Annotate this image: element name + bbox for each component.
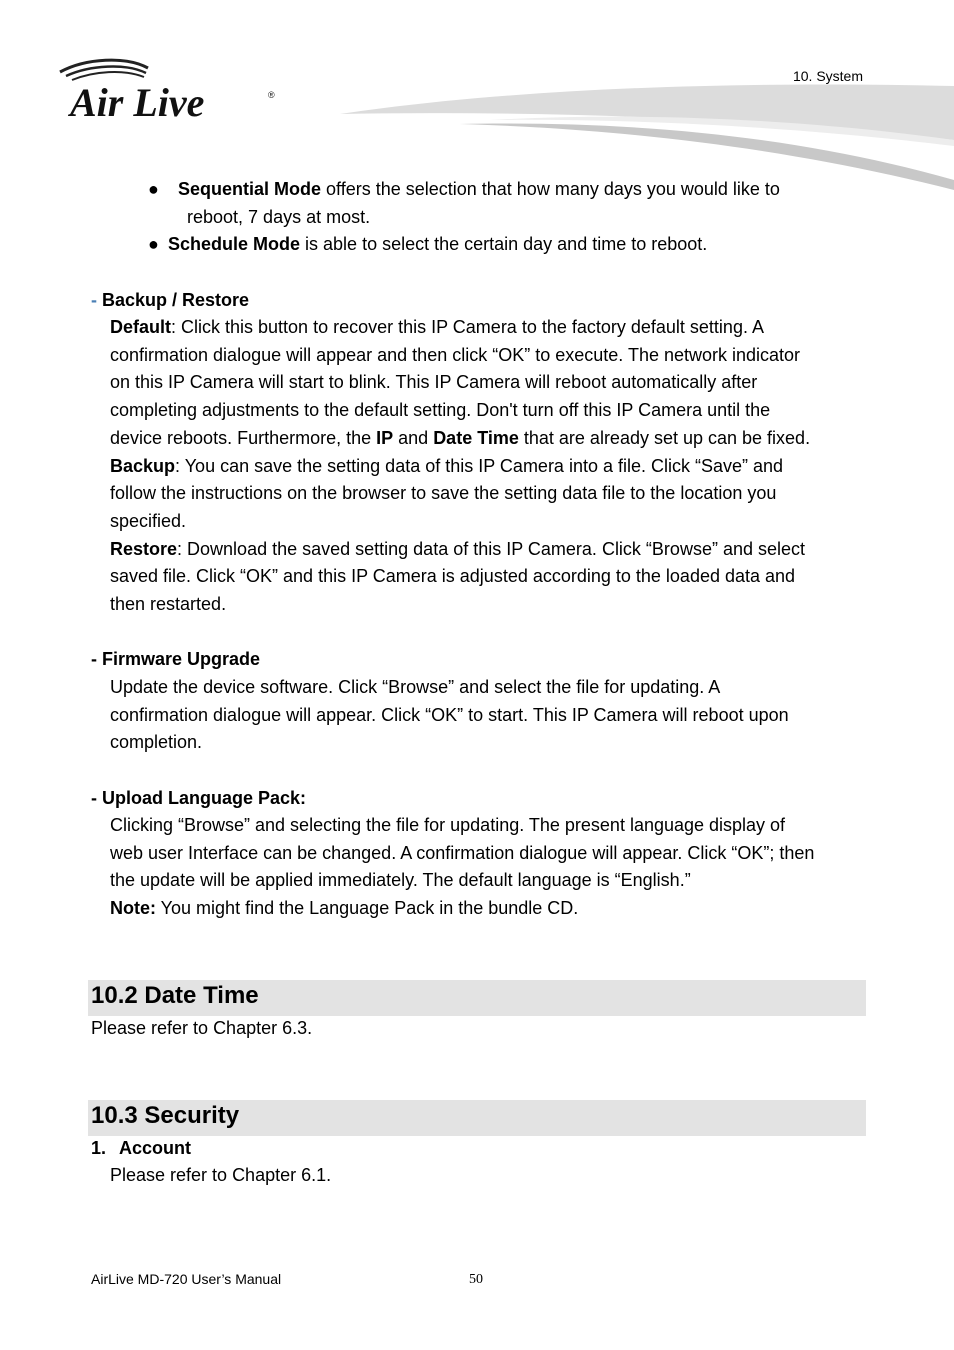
section-header-date-time: 10.2 Date Time — [88, 980, 866, 1016]
section-header-security: 10.3 Security — [88, 1100, 866, 1136]
bullet-dot: ● — [148, 234, 159, 254]
chapter-label: 10. System — [792, 68, 863, 84]
bullet-sequential: Sequential Mode offers the selection that how many days you would like to — [178, 179, 780, 199]
language-title: - Upload Language Pack: — [91, 788, 307, 808]
footer-manual-title: AirLive MD-720 User’s Manual — [91, 1271, 282, 1287]
backup-restore-title: - Backup / Restore — [91, 290, 250, 310]
security-item-title: Account — [119, 1138, 191, 1158]
page-number: 50 — [469, 1272, 483, 1287]
firmware-title: - Firmware Upgrade — [91, 649, 261, 669]
date-time-text: Please refer to Chapter 6.3. — [91, 1018, 313, 1038]
airlive-logo — [56, 58, 286, 124]
bullet-schedule: Schedule Mode is able to select the certain day and time to reboot. — [168, 234, 708, 254]
svg-text:®: ® — [268, 90, 275, 100]
bullet-sequential-cont: reboot, 7 days at most. — [187, 207, 371, 227]
backup-restore-body: Default: Click this button to recover this IP Camera to the factory default setting. A confirmation dialogue will appear and then click “OK” to execute. The network indicator on this IP Camera will start to blink. This IP Camera will reboot automatically after completing adjustments to the default setting. Don't turn off this IP Camera until the device reboots. Furthermore, the IP and Date Time that are already set up can be fixed. Backup: You can save the setting data of this IP Camera into a file. Click “Save” and follow the instructions on the browser to save the setting data file to the location you specified. Restore: Download the saved setting data of this IP Camera. Click “Browse” and select saved file. Click “OK” and this IP Camera is adjusted according to the loaded data and then restarted. — [110, 317, 811, 615]
security-item-text: Please refer to Chapter 6.1. — [110, 1165, 332, 1185]
language-body: Clicking “Browse” and selecting the file for updating. The present language display of web user Interface can be changed. A confirmation dialogue will appear. Click “OK”; then the update will be applied immediately. The default language is “English.” Note: You might find the Language Pack in the bundle CD. — [110, 815, 815, 919]
security-item-number: 1. — [91, 1138, 107, 1158]
firmware-body: Update the device software. Click “Browse” and select the file for updating. A confirmation dialogue will appear. Click “OK” to start. This IP Camera will reboot upon completion. — [110, 677, 789, 753]
svg-text:Air Live: Air Live — [70, 80, 205, 124]
bullet-dot: ● — [148, 179, 159, 199]
